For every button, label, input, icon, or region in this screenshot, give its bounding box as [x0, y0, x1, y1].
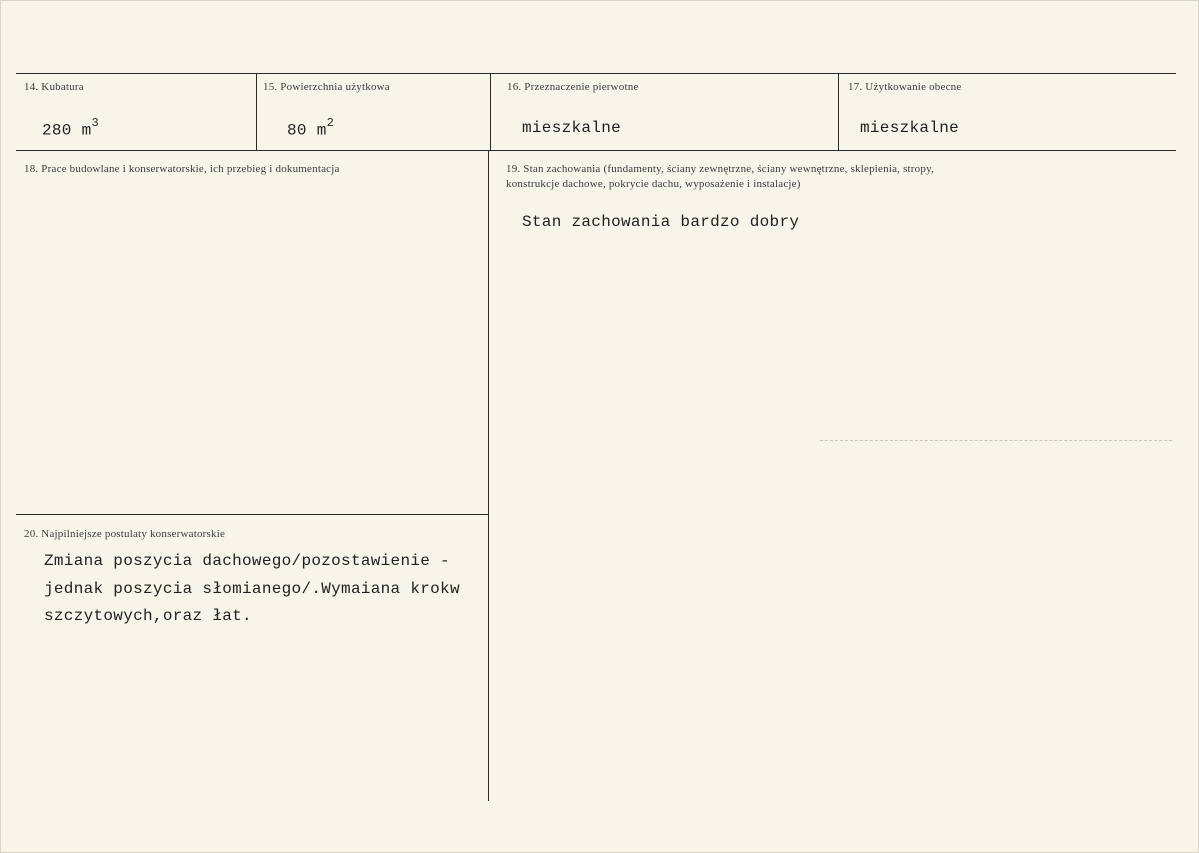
field-18-label: 18. Prace budowlane i konserwatorskie, ich przebieg i dokumentacja [24, 163, 340, 175]
top-rule [16, 73, 1176, 74]
field-17-label: 17. Użytkowanie obecne [848, 81, 962, 93]
field-14-value-exponent: 3 [91, 116, 100, 130]
section18-bottom-rule [16, 514, 488, 515]
field-19-value: Stan zachowania bardzo dobry [522, 213, 800, 231]
field-17-value: mieszkalne [860, 119, 960, 137]
faint-dash [820, 440, 1172, 441]
field-19-label-line1: 19. Stan zachowania (fundamenty, ściany zewnętrzne, ściany wewnętrzne, sklepienia, stropy, [506, 163, 935, 175]
field-20-line-1: Zmiana poszycia dachowego/pozostawienie - [44, 552, 450, 570]
field-19-label-line2: konstrukcje dachowe, pokrycie dachu, wyposażenie i instalacje) [506, 178, 801, 190]
field-16-value: mieszkalne [522, 119, 622, 137]
field-20-label: 20. Najpilniejsze postulaty konserwatorskie [24, 528, 226, 540]
field-20-line-3: szczytowych,oraz łat. [44, 607, 252, 625]
divider-14-15 [256, 74, 257, 150]
field-15-value [287, 118, 334, 139]
field-15-value-exponent: 2 [326, 116, 335, 130]
field-14-value-text: 280 m [42, 121, 92, 140]
row1-rule [16, 150, 1176, 151]
field-14-label: 14. Kubatura [24, 81, 84, 93]
field-16-label: 16. Przeznaczenie pierwotne [507, 81, 639, 93]
field-20-line-2: jednak poszycia słomianego/.Wymaiana krokw [44, 580, 460, 598]
divider-16-17 [838, 74, 839, 150]
field-14-value [42, 118, 99, 139]
divider-left-right [488, 151, 489, 801]
field-15-value-text: 80 m [287, 121, 327, 140]
field-15-label: 15. Powierzchnia użytkowa [263, 81, 390, 93]
divider-15-16 [490, 74, 491, 150]
